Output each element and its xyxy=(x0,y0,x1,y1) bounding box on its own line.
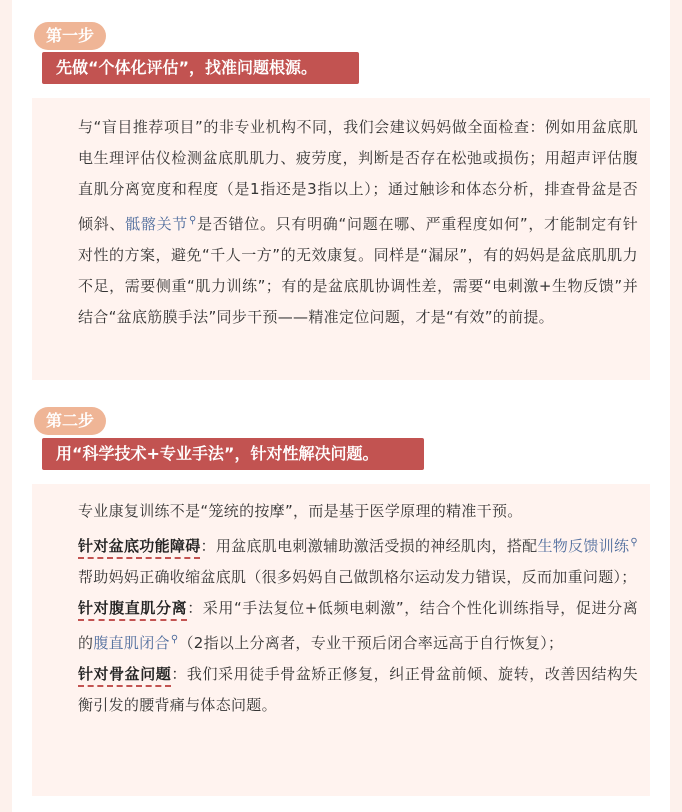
step-2-title-bar: 用“科学技术+专业手法”，针对性解决问题。 xyxy=(42,438,424,470)
sacroiliac-joint-link[interactable]: 骶髂关节 xyxy=(125,215,189,233)
item-term: 针对骨盆问题 xyxy=(78,665,172,683)
step-2-intro: 专业康复训练不是“笼统的按摩”，而是基于医学原理的精准干预。 xyxy=(78,502,523,520)
list-item: 针对盆底功能障碍：用盆底肌电刺激辅助激活受损的神经肌肉，搭配生物反馈训练⚲帮助妈妈正确收缩盆底肌（很多妈妈自己做凯格尔运动发力错误，反而加重问题）； xyxy=(78,537,638,586)
list-item: 针对腹直肌分离：采用“手法复位+低频电刺激”，结合个性化训练指导，促进分离的腹直肌闭合⚲（2指以上分离者，专业干预后闭合率远高于自行恢复）； xyxy=(78,599,638,652)
step-1-pill: 第一步 xyxy=(34,22,106,50)
biofeedback-training-link[interactable]: 生物反馈训练 xyxy=(537,537,630,555)
item-term: 针对盆底功能障碍 xyxy=(78,537,201,555)
search-icon[interactable]: ⚲ xyxy=(170,634,179,645)
rectus-closure-link[interactable]: 腹直肌闭合 xyxy=(93,634,170,652)
item-term: 针对腹直肌分离 xyxy=(78,599,188,617)
step-2-content xyxy=(48,496,638,721)
left-edge-decoration xyxy=(0,0,12,812)
search-icon[interactable]: ⚲ xyxy=(630,537,638,548)
list-item: 针对骨盆问题：我们采用徒手骨盆矫正修复，纠正骨盆前倾、旋转，改善因结构失衡引发的腰背痛与体态问题。 xyxy=(78,665,638,714)
right-edge-decoration xyxy=(670,0,682,812)
step-1-title-bar: 先做“个体化评估”，找准问题根源。 xyxy=(42,52,359,84)
search-icon[interactable]: ⚲ xyxy=(189,215,197,226)
step-1-paragraph: 与“盲目推荐项目”的非专业机构不同，我们会建议妈妈做全面检查：例如用盆底肌电生理评估仪检测盆底肌肌力、疲劳度，判断是否存在松弛或损伤；用超声评估腹直肌分离宽度和程度（是1指还是3指以上）；通过触诊和体态分析，排查骨盆是否倾斜、骶髂关节⚲是否错位。只有明确“问题在哪、严重程度如何”，才能制定有针对性的方案，避免“千人一方”的无效康复。同样是“漏尿”，有的妈妈是盆底肌肌力不足，需要侧重“肌力训练”；有的是盆底肌协调性差，需要“电刺激+生物反馈”并结合“盆底筋膜手法”同步干预——精准定位问题，才是“有效”的前提。 xyxy=(78,118,638,326)
step-2-pill: 第二步 xyxy=(34,407,106,435)
